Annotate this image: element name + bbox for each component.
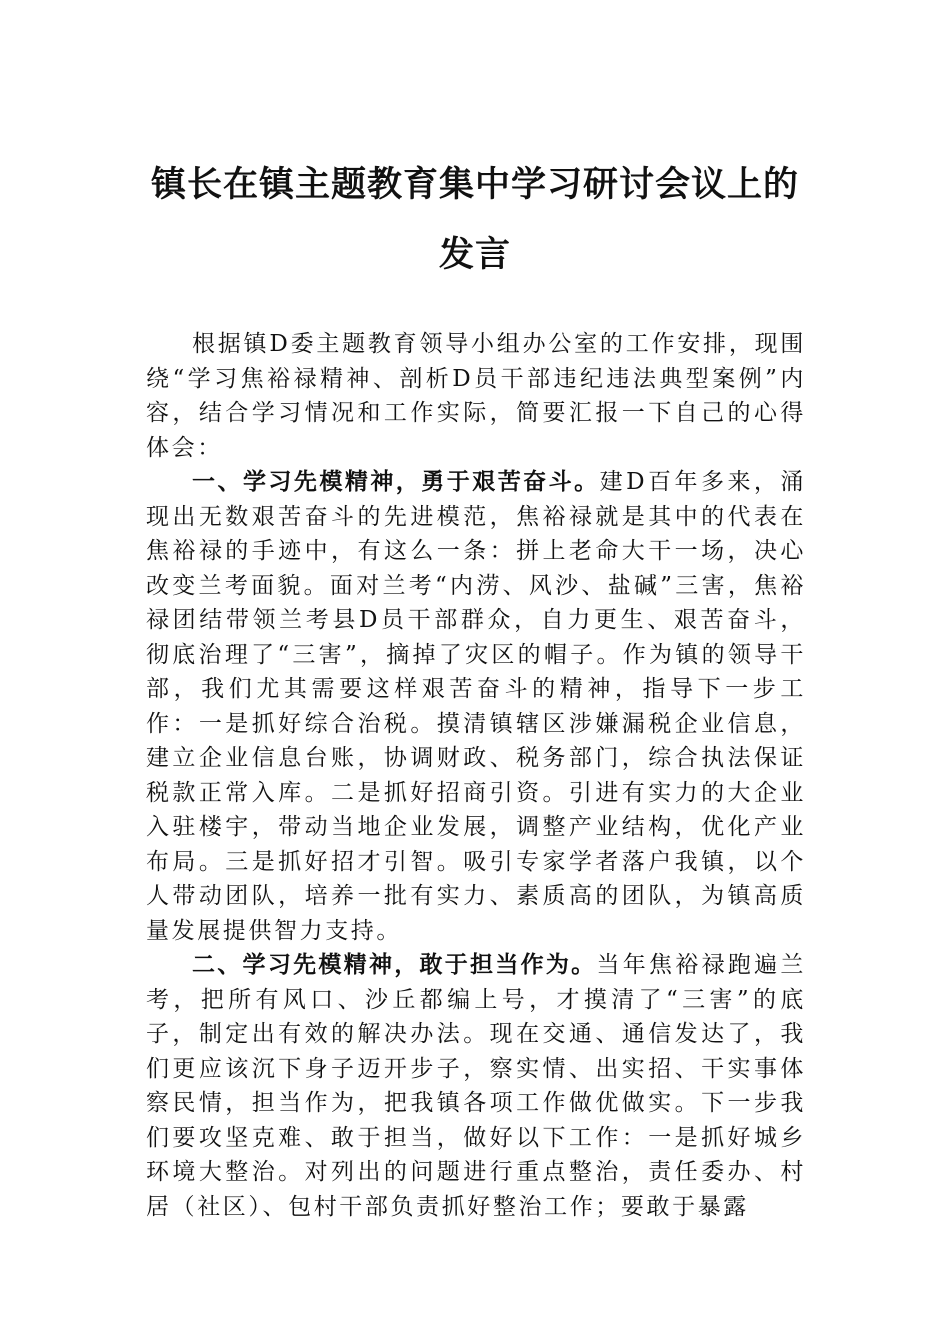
section-heading: 二、学习先模精神，敢于担当作为。 [192, 952, 597, 978]
paragraph-section-2 [146, 948, 806, 1224]
document-title-line-2: 发言 [438, 234, 511, 275]
paragraph-section-1 [146, 465, 806, 948]
document-title-line-1: 镇长在镇主题教育集中学习研讨会议上的 [150, 164, 799, 205]
paragraph-text: 根据镇D委主题教育领导小组办公室的工作安排，现围绕“学习焦裕禄精神、剖析D员干部违纪违法典型案例”内容，结合学习情况和工作实际，简要汇报一下自己的心得体会： [146, 331, 806, 461]
section-heading: 一、学习先模精神，勇于艰苦奋斗。 [192, 469, 600, 495]
paragraph-text: 建D百年多来，涌现出无数艰苦奋斗的先进模范，焦裕禄就是其中的代表在焦裕禄的手迹中，有这么一条：拼上老命大干一场，决心改变兰考面貌。面对兰考“内涝、风沙、盐碱”三害，焦裕禄团结带领兰考县D员干部群众，自力更生、艰苦奋斗，彻底治理了“三害”，摘掉了灾区的帽子。作为镇的领导干部，我们尤其需要这样艰苦奋斗的精神，指导下一步工作：一是抓好综合治税。摸清镇辖区涉嫌漏税企业信息，建立企业信息台账，协调财政、税务部门，综合执法保证税款正常入库。二是抓好招商引资。引进有实力的大企业入驻楼宇，带动当地企业发展，调整产业结构，优化产业布局。三是抓好招才引智。吸引专家学者落户我镇，以个人带动团队，培养一批有实力、素质高的团队，为镇高质量发展提供智力支持。 [146, 469, 806, 944]
paragraph-text: 当年焦裕禄跑遍兰考，把所有风口、沙丘都编上号，才摸清了“三害”的底子，制定出有效的解决办法。现在交通、通信发达了，我们更应该沉下身子迈开步子，察实情、出实招、干实事体察民情，担当作为，把我镇各项工作做优做实。下一步我们要攻坚克难、敢于担当，做好以下工作：一是抓好城乡环境大整治。对列出的问题进行重点整治，责任委办、村居（社区）、包村干部负责抓好整治工作；要敢于暴露 [146, 952, 806, 1220]
paragraph-intro [146, 327, 806, 465]
document-body [146, 327, 806, 1224]
